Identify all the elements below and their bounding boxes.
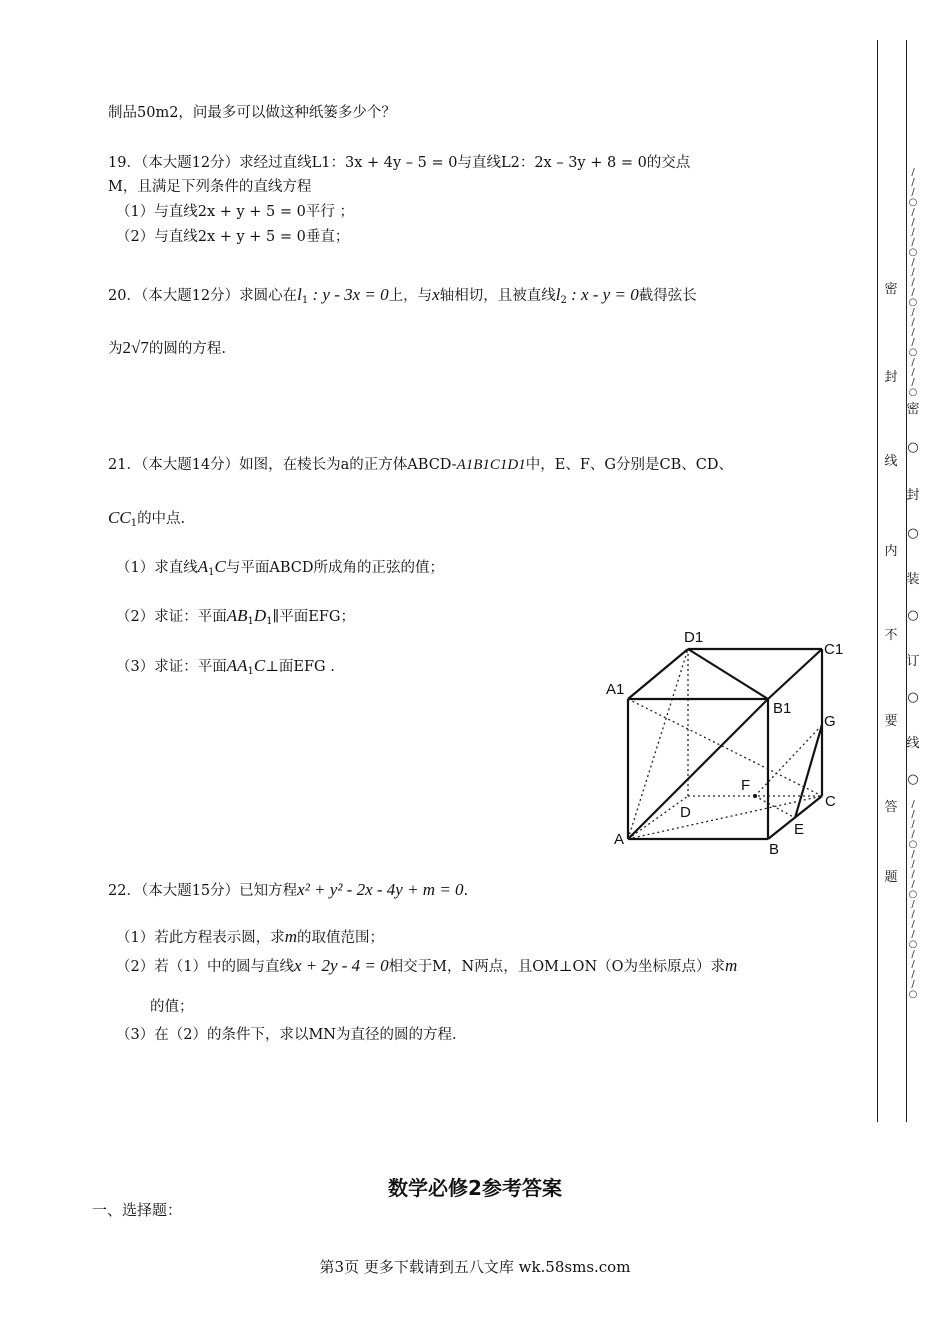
q21-cc1-sub: 1 [130, 518, 138, 529]
label-a1: A1 [606, 681, 625, 698]
margin-char: 封 [906, 488, 920, 503]
q21-line2 [108, 508, 185, 534]
q19-sub1: （1）与直线2x + y + 5 = 0平行 ； [116, 204, 354, 220]
label-d: D [680, 804, 691, 821]
q21-line2-suffix: 的中点. [137, 511, 186, 527]
q21-sub3-suffix: ⊥面EFG . [265, 659, 335, 675]
q22-line-eq: x + 2y - 4 = 0 [293, 956, 389, 975]
q22-sub2 [116, 956, 737, 977]
section1-heading: 一、选择题： [92, 1201, 183, 1219]
q20-mid2: 轴相切，且被直线 [439, 288, 556, 304]
label-g: G [824, 713, 836, 730]
q22-sub1-prefix: （1）若此方程表示圆，求 [116, 930, 285, 946]
q20-l1-sub: 1 [301, 295, 309, 306]
q22-m-var: m [284, 927, 298, 946]
page-footer: 第3页 更多下载请到五八文库 wk.58sms.com [319, 1258, 631, 1276]
q21-sub1-suffix: 与平面ABCD所成角的正弦的值； [225, 560, 444, 576]
q22-eq: x² + y² - 2x - 4y + m = 0 [297, 880, 464, 899]
q20-prefix: 20．（本大题12分）求圆心在 [108, 288, 298, 304]
q21-sub2 [116, 606, 355, 632]
edge-e-g [795, 725, 822, 818]
q21-sub2-var-sub: 1 [247, 616, 254, 627]
margin-char: ○ [907, 690, 919, 705]
q21-sub2-var2: D [253, 606, 267, 625]
label-f: F [741, 777, 751, 794]
q19-sub2: （2）与直线2x + y + 5 = 0垂直； [116, 229, 350, 245]
point-f [753, 794, 757, 798]
q21-sub2-var: AB [226, 606, 248, 625]
q21-sub2-var2-sub: 1 [266, 616, 273, 627]
q21-sub3-var-sub: 1 [247, 666, 254, 677]
margin-char: 不 [884, 628, 898, 643]
label-c1: C1 [824, 641, 844, 658]
margin-char: 密 [906, 402, 920, 417]
q21-sub1-var-sub: 1 [208, 567, 215, 578]
q22-eq-end: . [463, 883, 469, 899]
edge-a-b1 [628, 699, 768, 839]
q20-l2-name: l [555, 285, 561, 304]
margin-char: 内 [884, 544, 898, 559]
margin-char: 订 [906, 654, 920, 669]
cube-solid-edges [628, 649, 822, 839]
answer-title: 数学必修2参考答案 [388, 1176, 562, 1200]
q20-line2 [108, 338, 226, 359]
q20-line2-prefix: 为 [108, 341, 123, 357]
q22-sub1-suffix: 的取值范围； [297, 930, 385, 946]
q21-sub1-var: A [197, 557, 209, 576]
edge-d1-b1 [688, 649, 768, 699]
q22-prefix: 22．（本大题15分）已知方程 [108, 883, 298, 899]
q20-line1 [108, 285, 697, 311]
q21-prefix: 21．（本大题14分）如图，在棱长为a的正方体ABCD- [108, 457, 457, 473]
margin-char: ○ [907, 608, 919, 623]
q20-mid1: 上，与 [388, 288, 433, 304]
q22-sub1 [116, 927, 384, 948]
q22-sub2-m: m [725, 956, 738, 975]
q21-sub1 [116, 557, 444, 583]
q21-sub3-var: AA [226, 656, 248, 675]
q19-line1: 19．（本大题12分）求经过直线L1：3x + 4y – 5 = 0与直线L2：2x – 3y + 8 = 0的交点 [108, 155, 691, 171]
margin-line-outer [877, 40, 878, 1122]
q21-sub3-prefix: （3）求证：平面 [116, 659, 227, 675]
cube-figure [600, 620, 860, 860]
margin-dot-pattern: / / / ○ / / / / ○ / / / / ○ / / / / ○ / / / ○ [908, 167, 918, 398]
q21-suffix: 中，E、F、G分别是CB、CD、 [525, 457, 733, 473]
q18-tail: 制品50m2，问最多可以做这种纸篓多少个？ [108, 105, 396, 121]
margin-char: 题 [884, 870, 898, 885]
label-c: C [825, 793, 836, 810]
label-b: B [769, 841, 780, 858]
q21-sub3 [116, 656, 335, 682]
margin-char: ○ [907, 772, 919, 787]
q22-line1 [108, 880, 468, 901]
margin-char: 线 [884, 454, 898, 469]
edge-d1-a1 [628, 649, 688, 699]
q21-cc1: CC [108, 508, 131, 527]
label-a: A [614, 831, 625, 848]
q20-chord: 2√7 [122, 338, 149, 357]
q21-cube-top: A1B1C1D1 [456, 457, 526, 473]
margin-char: 要 [884, 714, 898, 729]
margin-char: ○ [907, 526, 919, 541]
margin-char: 装 [906, 572, 920, 587]
q21-sub2-prefix: （2）求证：平面 [116, 609, 227, 625]
q20-line2-suffix: 的圆的方程. [148, 341, 226, 357]
q20-suffix: 截得弦长 [638, 288, 697, 304]
label-e: E [794, 821, 805, 838]
q21-sub3-var2: C [253, 656, 266, 675]
margin-char: ○ [907, 440, 919, 455]
q21-sub2-suffix: ∥平面EFG； [272, 609, 355, 625]
margin-char: 答 [884, 800, 898, 815]
label-b1: B1 [773, 700, 792, 717]
q22-sub2-mid: 相交于M，N两点，且OM⊥ON（O为坐标原点）求 [388, 959, 726, 975]
q20-x-var: x [432, 285, 440, 304]
q22-sub2-line2: 的值； [150, 999, 194, 1015]
q20-l1-eq: : y - 3x = 0 [308, 285, 389, 304]
label-d1: D1 [684, 629, 704, 646]
q21-sub1-prefix: （1）求直线 [116, 560, 198, 576]
q22-sub3: （3）在（2）的条件下，求以MN为直径的圆的方程. [116, 1027, 457, 1043]
q21-sub1-var2: C [214, 557, 226, 576]
margin-char: 线 [906, 736, 920, 751]
margin-char: 封 [884, 370, 898, 385]
margin-char: 密 [884, 282, 898, 297]
edge-b1-c1 [768, 649, 822, 699]
q19-line2: M，且满足下列条件的直线方程 [108, 179, 312, 195]
q20-l2-eq: : x - y = 0 [566, 285, 639, 304]
margin-dot-pattern: / / / / ○ / / / / ○ / / / / ○ / / / / ○ [908, 799, 918, 1000]
q21-line1 [108, 455, 733, 475]
q20-l2-sub: 2 [560, 295, 567, 306]
q22-sub2-prefix: （2）若（1）中的圆与直线 [116, 959, 294, 975]
q20-l1-name: l [297, 285, 302, 304]
